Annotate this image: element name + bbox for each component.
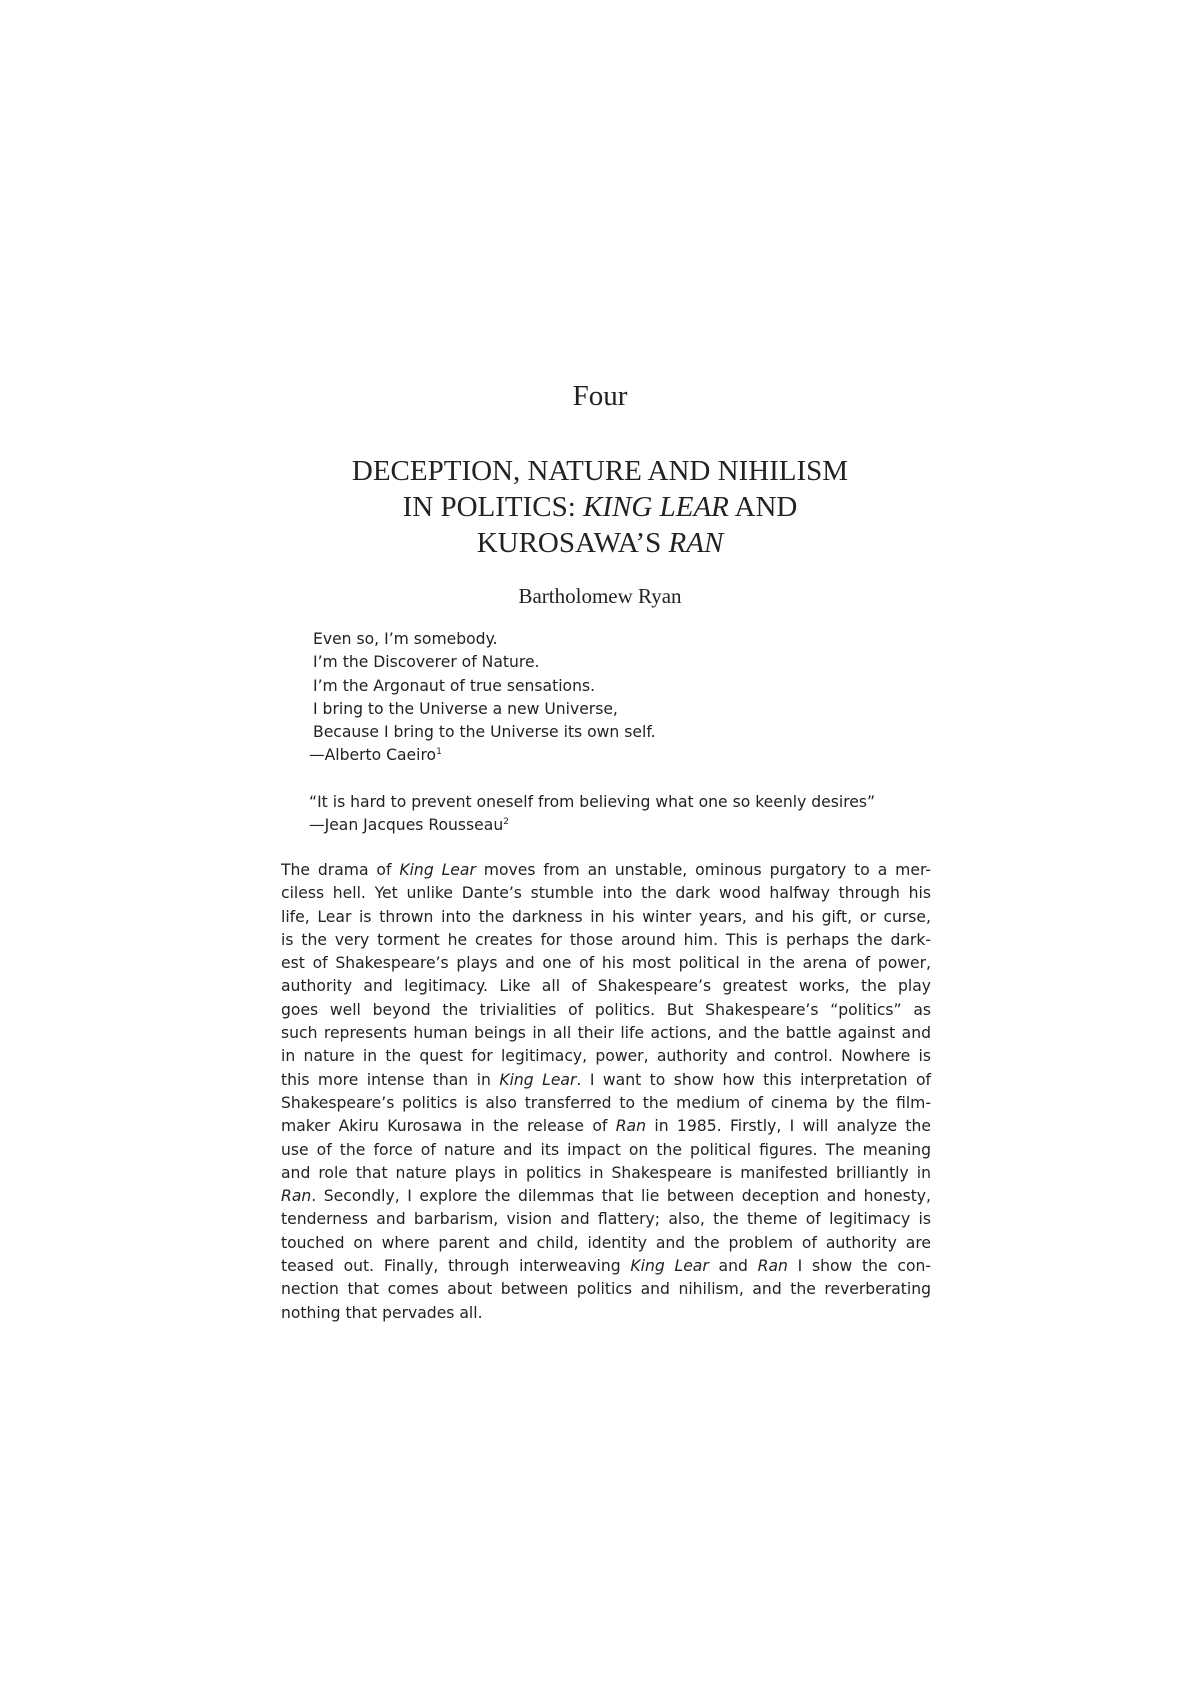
epigraph-line: Even so, I’m somebody. <box>313 630 498 648</box>
chapter-title-line <box>0 489 1200 525</box>
text-line: use of the force of nature and its impact on the political figures. The meaning <box>281 1140 931 1159</box>
attribution-text: —Jean Jacques Rousseau <box>309 816 504 835</box>
title-text: AND <box>728 491 798 523</box>
text-line: teased out. Finally, through interweaving King Lear and Ran I show the con- <box>281 1257 931 1276</box>
text-line: nothing that pervades all. <box>281 1303 483 1322</box>
chapter-number: Four <box>572 380 628 412</box>
title-italic: RAN <box>668 527 724 559</box>
text-line: The drama of King Lear moves from an unstable, ominous purgatory to a mer- <box>281 861 931 879</box>
author-name: Bartholomew Ryan <box>518 584 682 608</box>
text-line: tenderness and barbarism, vision and flattery; also, the theme of legitimacy is <box>281 1210 931 1229</box>
chapter-title-line <box>0 525 1200 561</box>
epigraph-quote: “It is hard to prevent oneself from believing what one so keenly desires” <box>309 793 876 811</box>
text-line: this more intense than in King Lear. I want to show how this interpretation of <box>281 1070 932 1089</box>
text-line: ciless hell. Yet unlike Dante’s stumble into the dark wood halfway through his <box>281 884 931 903</box>
text-line: nection that comes about between politics and nihilism, and the reverberating <box>281 1280 931 1299</box>
text-line: Ran. Secondly, I explore the dilemmas that lie between deception and honesty, <box>281 1187 931 1206</box>
text-line: maker Akiru Kurosawa in the release of Ran in 1985. Firstly, I will analyze the <box>281 1117 931 1136</box>
epigraph-line: Because I bring to the Universe its own self. <box>313 723 656 742</box>
epigraph-attribution <box>309 744 949 767</box>
text-line: and role that nature plays in politics in Shakespeare is manifested brilliantly in <box>281 1163 931 1182</box>
title-text: IN POLITICS: <box>402 491 584 523</box>
text-line: goes well beyond the trivialities of politics. But Shakespeare’s “politics” as <box>281 1000 931 1019</box>
epigraph-caeiro <box>309 628 949 768</box>
text-line: est of Shakespeare’s plays and one of his most political in the arena of power, <box>281 954 931 973</box>
epigraph-rousseau <box>309 791 949 838</box>
text-line: in nature in the quest for legitimacy, power, authority and control. Nowhere is <box>281 1047 931 1066</box>
body-paragraph <box>281 859 931 1325</box>
epigraph-attribution <box>309 814 949 837</box>
chapter-title <box>0 453 1200 561</box>
attribution-text: —Alberto Caeiro <box>309 746 437 765</box>
epigraph-line: I’m the Discoverer of Nature. <box>313 653 540 672</box>
title-italic: KING LEAR <box>583 491 729 523</box>
epigraph-line: I bring to the Universe a new Universe, <box>313 699 618 718</box>
text-line: life, Lear is thrown into the darkness in his winter years, and his gift, or curse, <box>281 907 931 926</box>
title-text: KUROSAWA’S <box>476 527 669 559</box>
text-line: Shakespeare’s politics is also transferred to the medium of cinema by the film- <box>281 1093 931 1112</box>
footnote-marker[interactable]: 1 <box>436 747 442 758</box>
text-line: such represents human beings in all their life actions, and the battle against and <box>281 1024 931 1043</box>
footnote-marker[interactable]: 2 <box>503 817 509 828</box>
text-line: authority and legitimacy. Like all of Shakespeare’s greatest works, the play <box>281 977 931 996</box>
text-line: is the very torment he creates for those around him. This is perhaps the dark- <box>281 930 931 949</box>
text-line: touched on where parent and child, identity and the problem of authority are <box>281 1233 931 1252</box>
chapter-title-line: DECEPTION, NATURE AND NIHILISM <box>351 455 849 487</box>
epigraph-line: I’m the Argonaut of true sensations. <box>313 676 596 695</box>
